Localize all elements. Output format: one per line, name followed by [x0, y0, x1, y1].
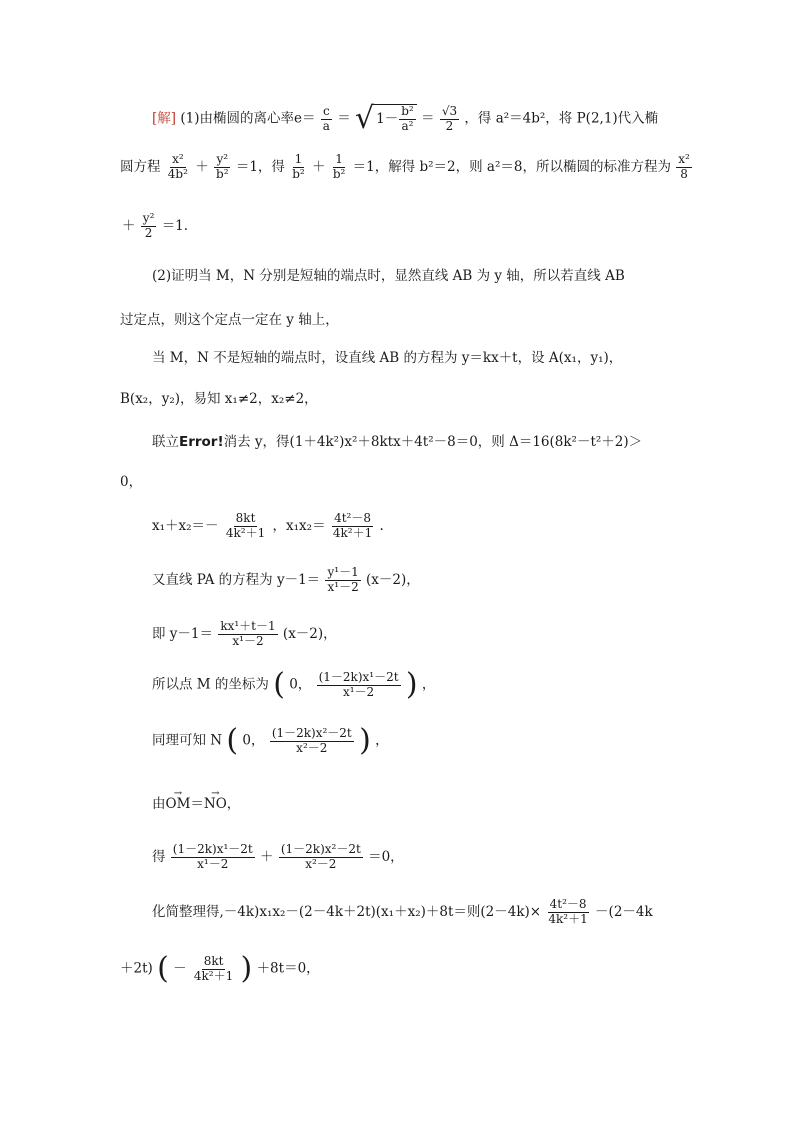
- text-run: 由: [152, 796, 166, 812]
- vector-no: → NO: [204, 798, 227, 812]
- text-run: ，x₁x₂＝: [272, 517, 326, 534]
- plus-sign: ＋: [312, 158, 326, 175]
- left-paren: (: [157, 951, 169, 986]
- text-run: 0，: [289, 676, 312, 693]
- plus-sign: ＋: [122, 217, 136, 234]
- text-run: (x－2)，: [282, 625, 337, 642]
- text-run: .: [379, 517, 384, 534]
- solution-line-4: (2)证明当 M，N 分别是短轴的端点时，显然直线 AB 为 y 轴，所以若直线 AB: [152, 268, 625, 284]
- solution-mark: [解]: [152, 110, 177, 127]
- solution-line-10: [152, 512, 384, 541]
- solution-line-1: [152, 101, 659, 136]
- text-run: x₁＋x₂＝－: [152, 517, 219, 534]
- left-paren: (: [273, 667, 285, 702]
- fraction: $\frac{\text{(1－2k)x²－2t}}{\text{x²－2}}$: [280, 842, 361, 871]
- solution-line-11: [152, 566, 420, 595]
- text-run: 同理可知 N: [152, 732, 223, 749]
- right-paren: ): [240, 951, 253, 986]
- plus-sign: ＋: [195, 158, 209, 175]
- text-run: ，: [375, 732, 389, 749]
- fraction: $\frac{\text{(1－2k)x¹－2t}}{\text{x¹－2}}$: [172, 842, 253, 871]
- equals-sign: ＝: [337, 110, 351, 127]
- solution-line-14: [152, 723, 389, 758]
- text-run: 0，: [242, 732, 265, 749]
- solution-line-18: [120, 951, 320, 986]
- fraction: $\frac{\text{4t²－8}}{\text{4k²＋1}}$: [548, 897, 588, 926]
- solution-line-9: 0，: [120, 474, 143, 490]
- square-root: √ 1－ $\frac{\text{b²}}{\text{a²}}$: [355, 104, 417, 134]
- fraction: $\frac{\text{(1－2k)x¹－2t}}{\text{x¹－2}}$: [318, 669, 399, 699]
- fraction-c-over-a: $\frac{c}{a}$: [322, 103, 330, 133]
- solution-line-7: B(x₂，y₂)，易知 x₁≠2，x₂≠2，: [120, 391, 318, 407]
- fraction: $\frac{8kt}{\text{4k²＋1}}$: [225, 511, 266, 540]
- minus-sign: －: [173, 960, 187, 977]
- text-run: ＝0，: [368, 848, 404, 865]
- error-text: Error!: [179, 434, 224, 450]
- text-run: 圆方程: [120, 158, 161, 175]
- text-run: 联立: [152, 434, 179, 450]
- text-run: ＝1，解得 b²＝2，则 a²＝8，所以椭圆的标准方程为: [352, 158, 671, 175]
- solution-line-17: [152, 898, 653, 927]
- fraction: $\frac{1}{\text{b²}}$: [292, 152, 305, 181]
- vector-om: → OM: [166, 798, 191, 812]
- fraction: $\frac{\text{x²}}{\text{4b²}}$: [167, 152, 188, 181]
- text-run: 消去 y，得(1＋4k²)x²＋8ktx＋4t²－8＝0，则 Δ＝16(8k²－t²＋2)＞: [223, 434, 643, 450]
- text-run: (x－2)，: [366, 571, 420, 588]
- solution-line-13: [152, 667, 436, 702]
- fraction: $\frac{\text{y²}}{2}$: [142, 211, 155, 240]
- text-run: (1)由椭圆的离心率e＝: [180, 110, 316, 127]
- text-run: ＋2t): [120, 960, 153, 977]
- text-run: ，: [421, 676, 436, 693]
- fraction: $\frac{8kt}{\text{4k²＋1}}$: [193, 953, 234, 983]
- text-run: 又直线 PA 的方程为 y－1＝: [152, 571, 321, 588]
- text-run: ，得 a²＝4b²，将 P(2,1)代入椭: [464, 110, 659, 127]
- text-run: ，: [226, 796, 241, 812]
- equals-sign: ＝: [421, 110, 435, 127]
- fraction-sqrt3-over-2: $\frac{√3}{2}$: [441, 103, 458, 133]
- solution-line-8: [152, 436, 642, 450]
- fraction: $\frac{\text{(1－2k)x²－2t}}{\text{x²－2}}$: [271, 725, 352, 755]
- text-run: 即 y－1＝: [152, 625, 214, 642]
- solution-line-15: [152, 798, 240, 812]
- solution-line-6: 当 M，N 不是短轴的端点时，设直线 AB 的方程为 y＝kx＋t，设 A(x₁，y₁)，: [152, 350, 623, 366]
- text-run: ＝1，得: [235, 158, 285, 175]
- fraction: $\frac{\text{y²}}{\text{b²}}$: [216, 152, 229, 181]
- equals-sign: ＝: [190, 796, 204, 812]
- text-run: 得: [152, 848, 166, 865]
- plus-sign: ＋: [260, 848, 274, 865]
- solution-line-2: [120, 153, 693, 182]
- fraction: $\frac{\text{y¹－1}}{\text{x¹－2}}$: [327, 565, 359, 594]
- fraction: $\frac{\text{kx¹＋t－1}}{\text{x¹－2}}$: [220, 619, 276, 648]
- left-paren: (: [226, 723, 239, 758]
- root-lead: 1－: [376, 110, 399, 127]
- text-run: －(2－4k: [595, 903, 653, 920]
- text-run: 化简整理得,－4k)x₁x₂－(2－4k＋2t)(x₁＋x₂)＋8t＝则(2－4k)×: [152, 903, 542, 920]
- fraction: $\frac{\text{4t²－8}}{\text{4k²＋1}}$: [332, 511, 373, 540]
- fraction: $\frac{\text{x²}}{8}$: [678, 152, 690, 181]
- fraction: $\frac{1}{\text{b²}}$: [332, 152, 346, 181]
- text-run: 所以点 M 的坐标为: [152, 676, 269, 693]
- right-paren: ): [405, 667, 418, 702]
- solution-line-3: [122, 212, 188, 241]
- fraction-b2-over-a2: $\frac{\text{b²}}{\text{a²}}$: [401, 104, 414, 133]
- solution-line-12: [152, 620, 337, 649]
- solution-line-5: 过定点，则这个定点一定在 y 轴上，: [120, 312, 339, 328]
- text-run: ＋8t＝0，: [256, 960, 320, 977]
- right-paren: ): [359, 723, 371, 758]
- solution-line-16: [152, 843, 404, 872]
- text-run: ＝1.: [161, 217, 189, 234]
